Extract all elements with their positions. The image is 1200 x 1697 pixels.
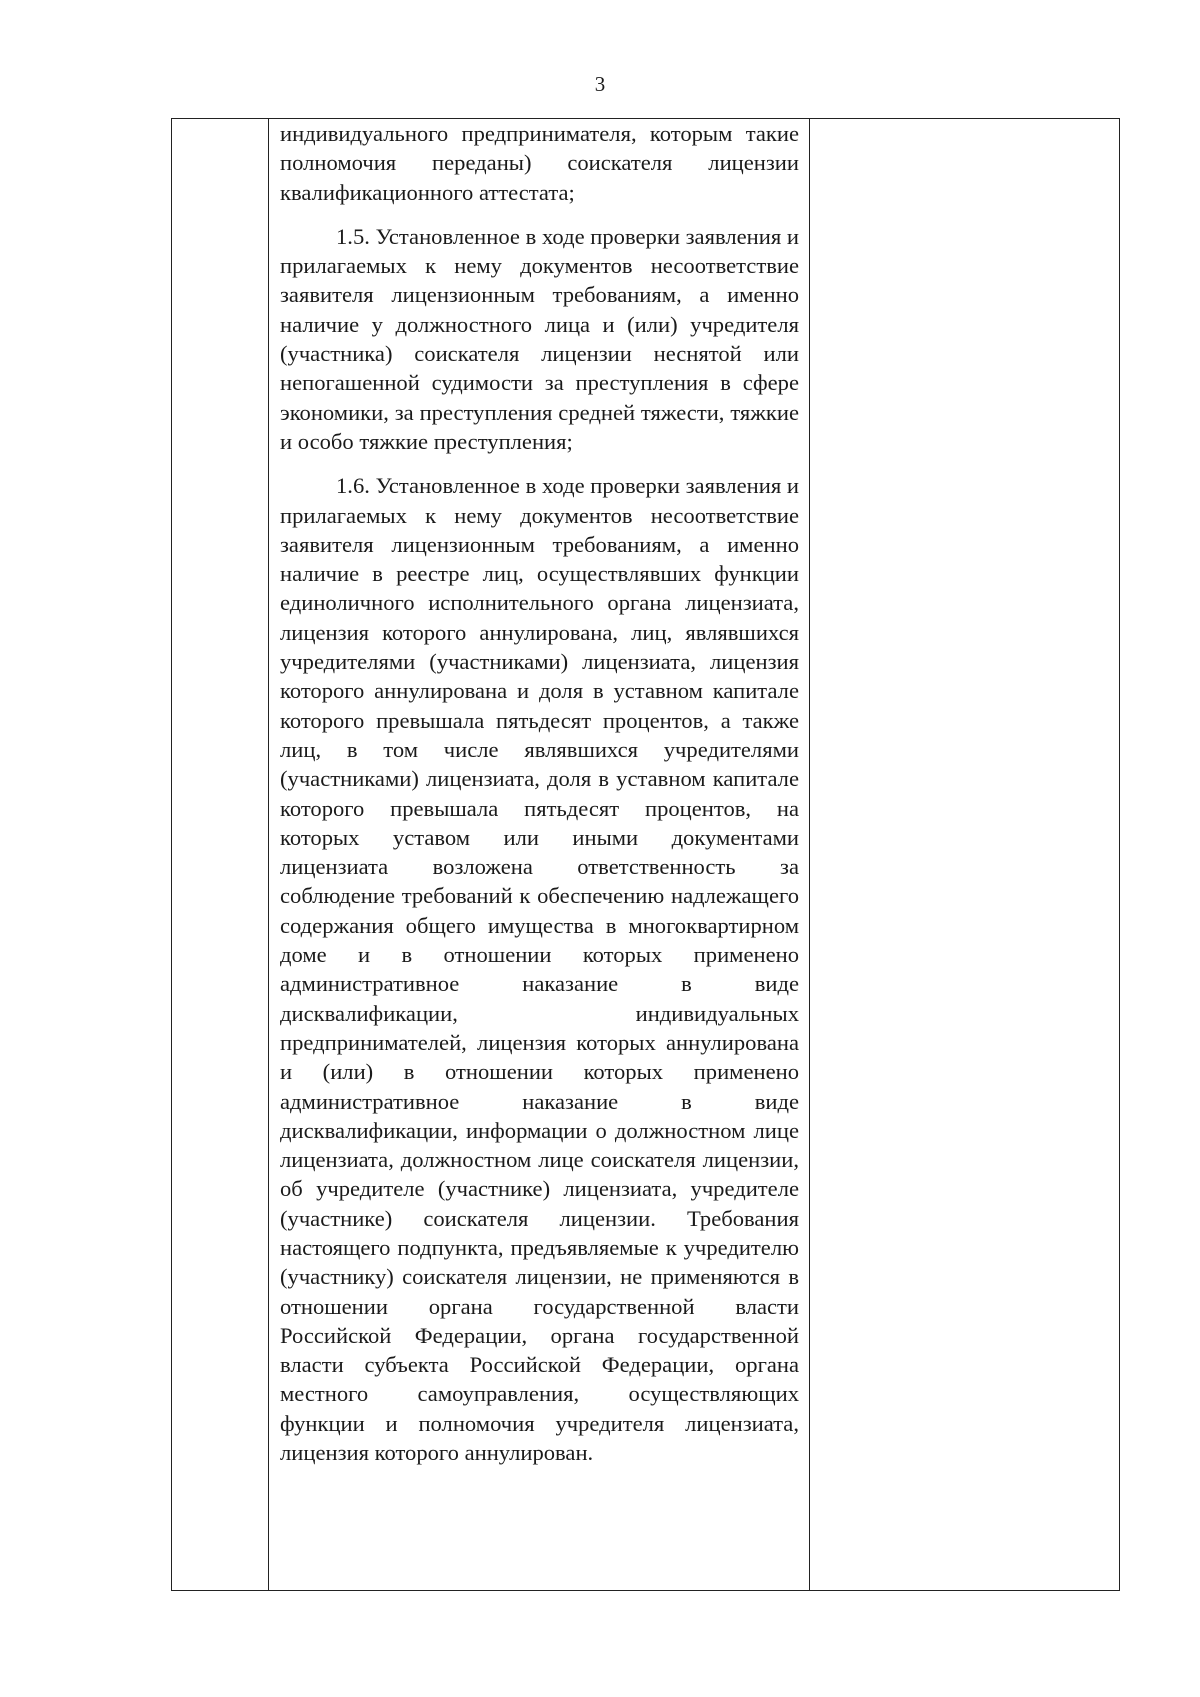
page-number: 3 [594, 72, 606, 96]
column-divider-left [268, 119, 269, 1590]
paragraph-item-1-6: 1.6. Установленное в ходе проверки заявления и прилагаемых к нему документов несоответствие заявителя лицензионным требованиям, а именно наличие в реестре лиц, осуществлявших функции единоличного исполнительного органа лицензиата, лицензия которого аннулирована, лиц, являвшихся учредителями (участниками) лицензиата, лицензия которого аннулирована и доля в уставном капитале которого превышала пятьдесят процентов, а также лиц, в том числе являвшихся учредителями (участниками) лицензиата, доля в уставном капитале которого превышала пятьдесят процентов, на которых уставом или иными документами лицензиата возложена ответственность за соблюдение требований к обеспечению надлежащего содержания общего имущества в многоквартирном доме и в отношении которых применено административное наказание в виде дисквалификации, индивидуальных предпринимателей, лицензия которых аннулирована и (или) в отношении которых применено административное наказание в виде дисквалификации, информации о должностном лице лицензиата, должностном лице соискателя лицензии, об учредителе (участнике) лицензиата, учредителе (участнике) соискателя лицензии. Требования настоящего подпункта, предъявляемые к учредителю (участнику) соискателя лицензии, не применяются в отношении органа государственной власти Российской Федерации, органа государственной власти субъекта Российской Федерации, органа местного самоуправления, осуществляющих функции и полномочия учредителя лицензиата, лицензия которого аннулирован. [280, 473, 799, 1466]
table-cell-text [280, 119, 799, 1467]
table-cell-right-empty [810, 119, 1119, 1590]
paragraph-item-1-5: 1.5. Установленное в ходе проверки заявления и прилагаемых к нему документов несоответствие заявителя лицензионным требованиям, а именно наличие у должностного лица и (или) учредителя (участника) соискателя лицензии неснятой или непогашенной судимости за преступления в сфере экономики, за преступления средней тяжести, тяжкие и особо тяжкие преступления; [280, 223, 799, 454]
paragraph-continuation: индивидуального предпринимателя, которым такие полномочия переданы) соискателя лицензии квалификационного аттестата; [280, 121, 799, 205]
document-table [171, 118, 1120, 1591]
table-cell-left-empty [172, 119, 268, 1590]
